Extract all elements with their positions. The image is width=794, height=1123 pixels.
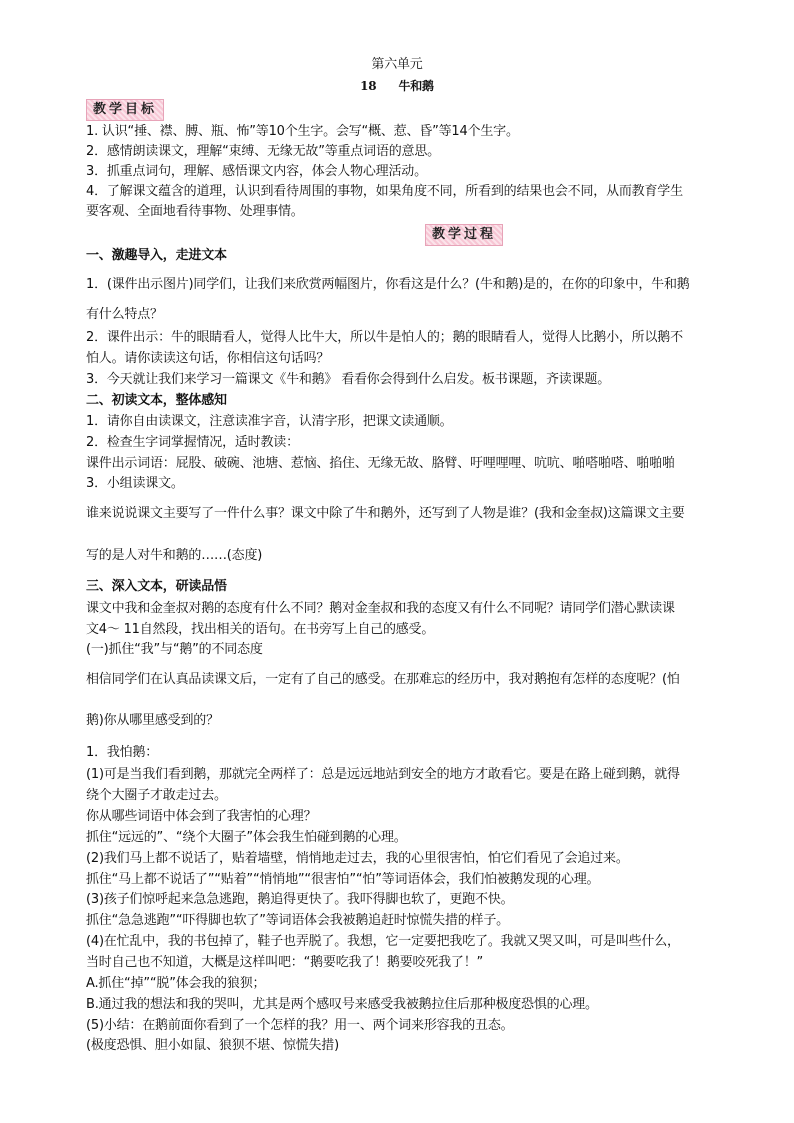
lesson-title	[0, 77, 794, 95]
paragraph: 谁来说说课文主要写了一件什么事？课文中除了牛和鹅外，还写到了人物是谁？(我和金奎叔)这篇课文主要	[86, 506, 685, 521]
vocabulary-list: 课件出示词语：屁股、破碗、池塘、惹恼、掐住、无缘无故、胳臂、吁哩哩哩、吭吭、啪嗒啪嗒、啪啪啪	[86, 456, 675, 471]
section-heading: 三、深入文本，研读品悟	[86, 579, 227, 594]
paragraph: 相信同学们在认真品读课文后，一定有了自己的感受。在那难忘的经历中，我对鹅抱有怎样的态度呢？(怕	[86, 672, 680, 687]
paragraph: (1)可是当我们看到鹅，那就完全两样了：总是远远地站到安全的地方才敢看它。要是在路上碰到鹅，就得	[86, 767, 680, 782]
teaching-goals-badge: 教学目标	[86, 99, 164, 121]
paragraph: 2．课件出示：牛的眼睛看人，觉得人比牛大，所以牛是怕人的；鹅的眼睛看人，觉得人比鹅小，所以鹅不	[86, 330, 683, 345]
goal-item: 1. 认识“捶、襟、膊、瓶、怖”等10个生字。会写“概、惹、昏”等14个生字。	[86, 124, 519, 139]
section-heading: 一、激趣导入，走进文本	[86, 248, 227, 263]
paragraph: (极度恐惧、胆小如鼠、狼狈不堪、惊慌失措)	[86, 1038, 339, 1053]
goal-item: 4．了解课文蕴含的道理，认识到看待周围的事物，如果角度不同，所看到的结果也会不同，从而教育学生	[86, 184, 683, 199]
paragraph: 3．今天就让我们来学习一篇课文《牛和鹅》 看看你会得到什么启发。板书课题，齐读课题。	[86, 372, 611, 387]
paragraph: 2．检查生字词掌握情况，适时教读：	[86, 435, 299, 450]
paragraph: (3)孩子们惊呼起来急急逃跑，鹅追得更快了。我吓得脚也软了，更跑不快。	[86, 892, 514, 907]
goal-item: 3．抓重点词句，理解、感悟课文内容，体会人物心理活动。	[86, 164, 427, 179]
paragraph: 1．(课件出示图片)同学们，让我们来欣赏两幅图片，你看这是什么？(牛和鹅)是的，在你的印象中，牛和鹅	[86, 277, 690, 292]
paragraph: 抓住“急急逃跑”“吓得脚也软了”等词语体会我被鹅追赶时惊慌失措的样子。	[86, 913, 509, 928]
paragraph: 绕个大圈子才敢走过去。	[86, 788, 227, 803]
sub-heading: (一)抓住“我”与“鹅”的不同态度	[86, 642, 263, 657]
paragraph: 1．我怕鹅：	[86, 745, 159, 760]
paragraph: 当时自己也不知道，大概是这样叫吧：“鹅要吃我了！鹅要咬死我了！”	[86, 955, 484, 970]
paragraph: 抓住“马上都不说话了”“贴着”“悄悄地”“很害怕”“怕”等词语体会，我们怕被鹅发现的心理。	[86, 872, 600, 887]
paragraph: 抓住“远远的”、“绕个大圈子”体会我生怕碰到鹅的心理。	[86, 830, 407, 845]
goal-item: 要客观、全面地看待事物、处理事情。	[86, 204, 304, 219]
lesson-name: 牛和鹅	[398, 79, 434, 93]
unit-heading: 第六单元	[371, 57, 423, 72]
section-heading: 二、初读文本，整体感知	[86, 393, 227, 408]
teaching-process-badge: 教学过程	[425, 224, 503, 246]
paragraph: (5)小结：在鹅前面你看到了一个怎样的我？用一、两个词来形容我的丑态。	[86, 1018, 514, 1033]
paragraph: 文4～ 11自然段，找出相关的语句。在书旁写上自己的感受。	[86, 622, 435, 637]
paragraph: 有什么特点？	[86, 307, 163, 322]
goal-item: 2．感情朗读课文，理解“束缚、无缘无故”等重点词语的意思。	[86, 144, 440, 159]
paragraph: 鹅)你从哪里感受到的？	[86, 713, 219, 728]
paragraph: B.通过我的想法和我的哭叫，尤其是两个感叹号来感受我被鹅拉住后那种极度恐惧的心理。	[86, 997, 598, 1012]
paragraph: (2)我们马上都不说话了，贴着墙壁，悄悄地走过去，我的心里很害怕，怕它们看见了会追过来。	[86, 851, 629, 866]
paragraph: 课文中我和金奎叔对鹅的态度有什么不同？鹅对金奎叔和我的态度又有什么不同呢？请同学们潜心默读课	[86, 601, 675, 616]
paragraph: A.抓住“掉”“脱”体会我的狼狈；	[86, 976, 266, 991]
paragraph: 3．小组读课文。	[86, 476, 184, 491]
lesson-number: 18	[360, 79, 377, 93]
paragraph: 怕人。请你读读这句话，你相信这句话吗？	[86, 351, 330, 366]
paragraph: 写的是人对牛和鹅的……(态度)	[86, 548, 263, 563]
paragraph: (4)在忙乱中，我的书包掉了，鞋子也弄脱了。我想，它一定要把我吃了。我就又哭又叫，可是叫些什么，	[86, 934, 680, 949]
paragraph: 1．请你自由读课文，注意读准字音，认清字形，把课文读通顺。	[86, 414, 453, 429]
paragraph: 你从哪些词语中体会到了我害怕的心理？	[86, 809, 317, 824]
